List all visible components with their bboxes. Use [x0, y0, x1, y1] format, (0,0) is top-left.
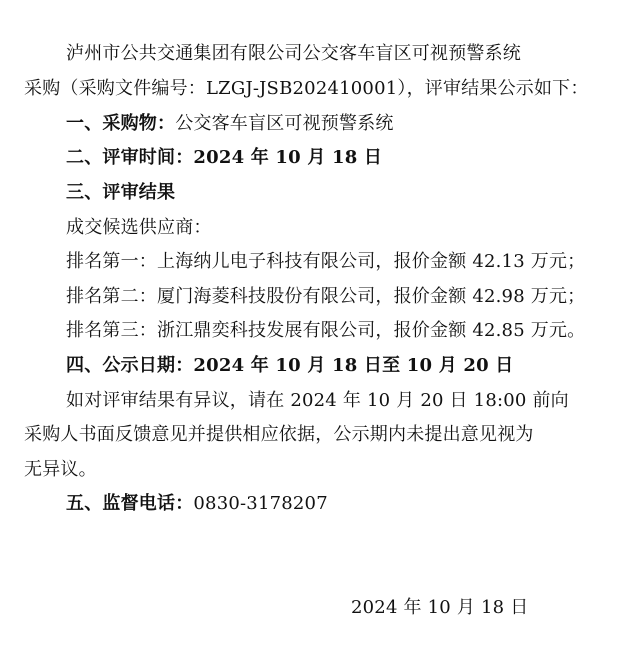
- footer-date: 2024 年 10 月 18 日: [351, 597, 529, 618]
- rank-2-line: 排名第二：厦门海菱科技股份有限公司，报价金额 42.98 万元；: [66, 286, 586, 307]
- rank-1-line: 排名第一：上海纳儿电子科技有限公司，报价金额 42.13 万元；: [66, 251, 586, 272]
- section-1: [66, 112, 394, 136]
- section-1-heading: 一、采购物：: [66, 113, 176, 134]
- objection-line-1: 如对评审结果有异议，请在 2024 年 10 月 20 日 18:00 前向: [66, 390, 569, 411]
- section-4-value: 2024 年 10 月 18 日至 10 月 20 日: [193, 355, 514, 376]
- candidate-label: 成交候选供应商：: [66, 217, 212, 238]
- section-5-heading: 五、监督电话：: [66, 493, 194, 514]
- section-4-heading: 四、公示日期：: [66, 355, 194, 376]
- intro-line-1: 泸州市公共交通集团有限公司公交客车盲区可视预警系统: [66, 43, 521, 64]
- section-3-heading: 三、评审结果: [66, 182, 176, 203]
- objection-line-3: 无异议。: [24, 459, 97, 480]
- rank-3-line: 排名第三：浙江鼎奕科技发展有限公司，报价金额 42.85 万元。: [66, 320, 586, 341]
- section-2: [66, 146, 382, 170]
- section-5-value: 0830-3178207: [193, 493, 328, 514]
- section-5: [66, 492, 328, 516]
- section-2-heading: 二、评审时间：: [66, 147, 194, 168]
- intro-line-2: 采购（采购文件编号：LZGJ-JSB202410001），评审结果公示如下：: [24, 78, 589, 99]
- section-4: [66, 354, 514, 378]
- section-2-value: 2024 年 10 月 18 日: [193, 147, 383, 168]
- objection-line-2: 采购人书面反馈意见并提供相应依据，公示期内未提出意见视为: [24, 424, 534, 445]
- section-1-value: 公交客车盲区可视预警系统: [175, 113, 394, 134]
